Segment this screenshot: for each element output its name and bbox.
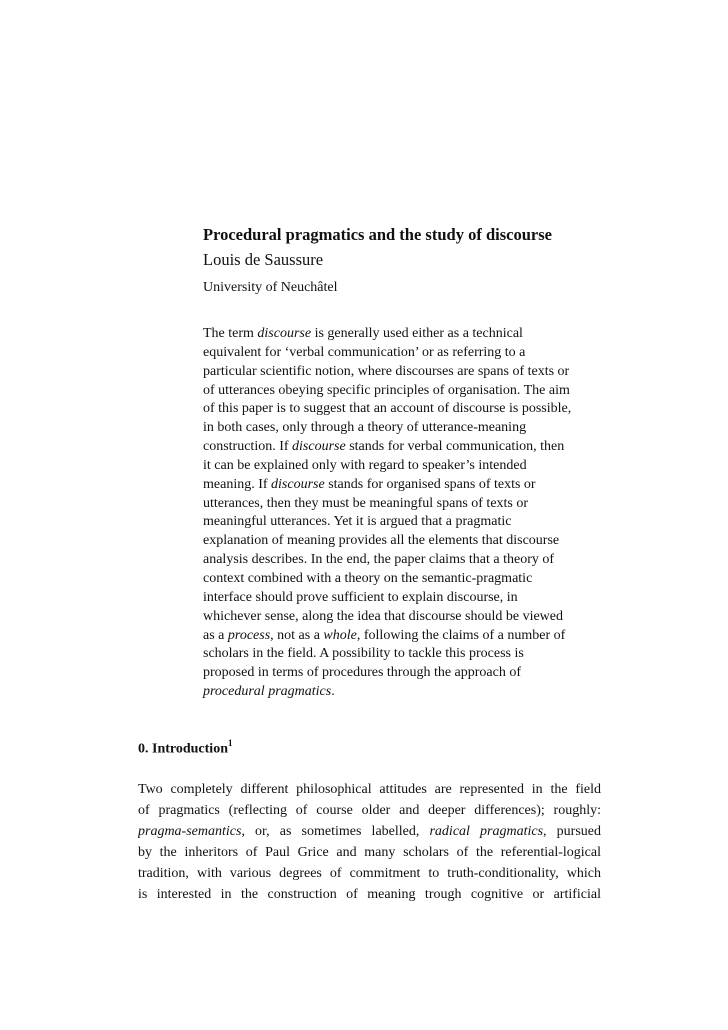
body-line: Two completely different philosophical attitudes are represented in the field <box>138 782 601 797</box>
abstract-line: context combined with a theory on the semantic-pragmatic <box>203 570 533 586</box>
body-line: by the inheritors of Paul Grice and many scholars of the referential-logical <box>138 845 601 860</box>
abstract-line: whichever sense, along the idea that discourse should be viewed <box>203 608 564 624</box>
body-line: pragma-semantics, or, as sometimes labelled, radical pragmatics, pursued <box>138 824 601 839</box>
body-line: tradition, with various degrees of commitment to truth-conditionality, which <box>138 866 601 881</box>
section-heading: 0. Introduction$^1$ <box>138 738 233 757</box>
paper-author: Louis de Saussure <box>203 250 324 269</box>
abstract-line: in both cases, only through a theory of utterance-meaning <box>203 420 527 436</box>
paper-affiliation: University of Neuchâtel <box>203 280 338 295</box>
abstract-line: procedural pragmatics. <box>203 684 335 700</box>
abstract-line: it can be explained only with regard to speaker’s intended <box>203 457 527 473</box>
abstract-line: as a process, not as a whole, following the claims of a number of <box>203 627 566 643</box>
abstract-line: utterances, then they must be meaningful spans of texts or <box>203 495 529 511</box>
abstract-line: equivalent for ‘verbal communication’ or as referring to a <box>203 344 526 360</box>
abstract-line: analysis describes. In the end, the paper claims that a theory of <box>203 552 555 568</box>
abstract-line: of this paper is to suggest that an account of discourse is possible, <box>203 401 572 417</box>
body-paragraph <box>138 779 601 905</box>
abstract-line: particular scientific notion, where discourses are spans of texts or <box>203 363 570 379</box>
abstract-line: meaning. If discourse stands for organised spans of texts or <box>203 476 536 492</box>
abstract-line: proposed in terms of procedures through the approach of <box>203 665 522 681</box>
abstract-line: meaningful utterances. Yet it is argued that a pragmatic <box>203 514 512 530</box>
abstract-line: The term discourse is generally used either as a technical <box>203 326 523 341</box>
abstract-line: interface should prove sufficient to explain discourse, in <box>203 589 518 605</box>
abstract-line: scholars in the field. A possibility to tackle this process is <box>203 646 524 662</box>
abstract-line: explanation of meaning provides all the elements that discourse <box>203 533 560 549</box>
abstract-line: of utterances obeying specific principles of organisation. The aim <box>203 382 570 398</box>
abstract-line: construction. If discourse stands for verbal communication, then <box>203 439 565 455</box>
abstract <box>203 325 613 702</box>
paper-title: Procedural pragmatics and the study of discourse <box>203 225 552 244</box>
footnote-marker[interactable]: 1 <box>227 738 233 748</box>
body-line: of pragmatics (reflecting of course older and deeper differences); roughly: <box>138 803 601 818</box>
body-line: is interested in the construction of meaning trough cognitive or artificial <box>138 887 601 902</box>
